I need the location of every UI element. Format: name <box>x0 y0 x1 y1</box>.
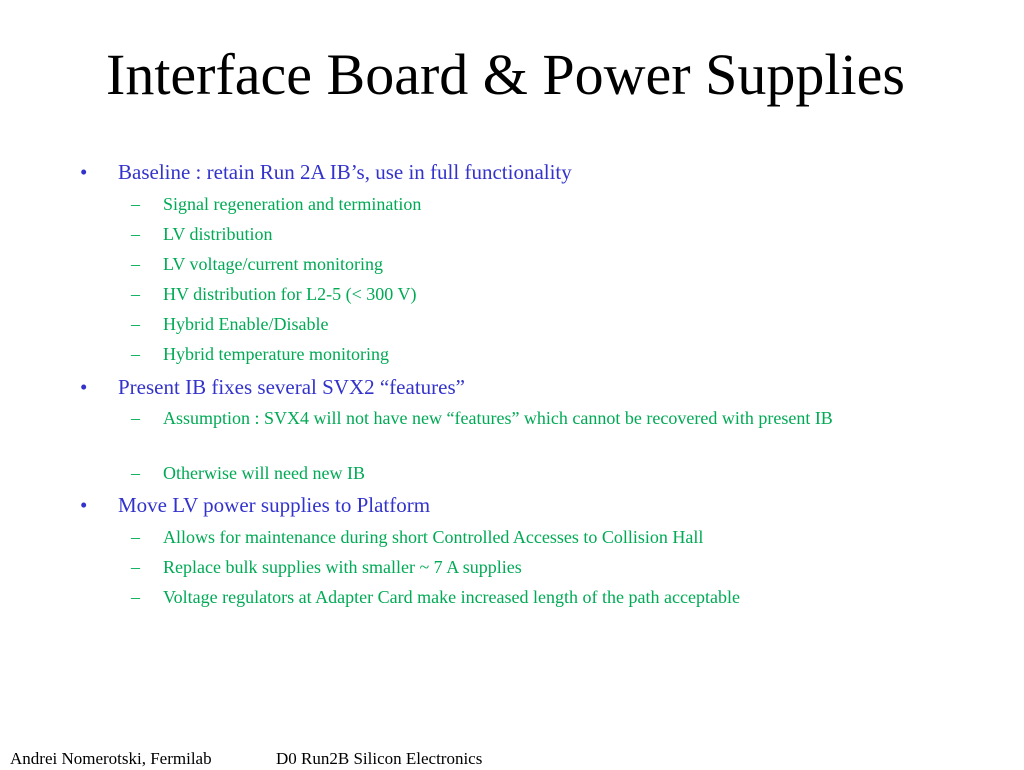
sub-bullet-dash: – <box>131 587 140 607</box>
sub-bullet-text: Assumption : SVX4 will not have new “features” which cannot be recovered with present IB <box>163 408 833 428</box>
sub-bullet-dash: – <box>131 314 140 334</box>
sub-bullet-text: Otherwise will need new IB <box>163 463 365 483</box>
bullet-text: Move LV power supplies to Platform <box>118 493 431 517</box>
sub-bullet-dash: – <box>131 463 140 483</box>
sub-bullet-text: Replace bulk supplies with smaller ~ 7 A supplies <box>163 557 522 577</box>
sub-bullet-text: Signal regeneration and termination <box>163 194 422 214</box>
sub-bullet-dash: – <box>131 284 140 304</box>
footer-author: Andrei Nomerotski, Fermilab <box>10 749 212 768</box>
sub-bullet-dash: – <box>131 344 140 364</box>
bullet-text: Baseline : retain Run 2A IB’s, use in full functionality <box>118 160 572 184</box>
slide-title: Interface Board & Power Supplies <box>106 42 905 107</box>
sub-bullet-dash: – <box>131 408 140 428</box>
sub-bullet-dash: – <box>131 557 140 577</box>
bullet-glyph: • <box>80 493 88 517</box>
sub-bullet-text: Hybrid Enable/Disable <box>163 314 329 334</box>
bullet-text: Present IB fixes several SVX2 “features” <box>118 375 465 399</box>
sub-bullet-text: Voltage regulators at Adapter Card make increased length of the path acceptable <box>163 587 740 607</box>
sub-bullet-text: HV distribution for L2-5 (< 300 V) <box>163 284 417 304</box>
sub-bullet-dash: – <box>131 224 140 244</box>
footer-talk-title: D0 Run2B Silicon Electronics <box>276 749 483 768</box>
bullet-glyph: • <box>80 160 88 184</box>
sub-bullet-text: LV distribution <box>163 224 273 244</box>
sub-bullet-dash: – <box>131 194 140 214</box>
sub-bullet-dash: – <box>131 527 140 547</box>
sub-bullet-text: LV voltage/current monitoring <box>163 254 383 274</box>
sub-bullet-text: Allows for maintenance during short Controlled Accesses to Collision Hall <box>163 527 704 547</box>
sub-bullet-dash: – <box>131 254 140 274</box>
sub-bullet-text: Hybrid temperature monitoring <box>163 344 389 364</box>
bullet-glyph: • <box>80 375 88 399</box>
